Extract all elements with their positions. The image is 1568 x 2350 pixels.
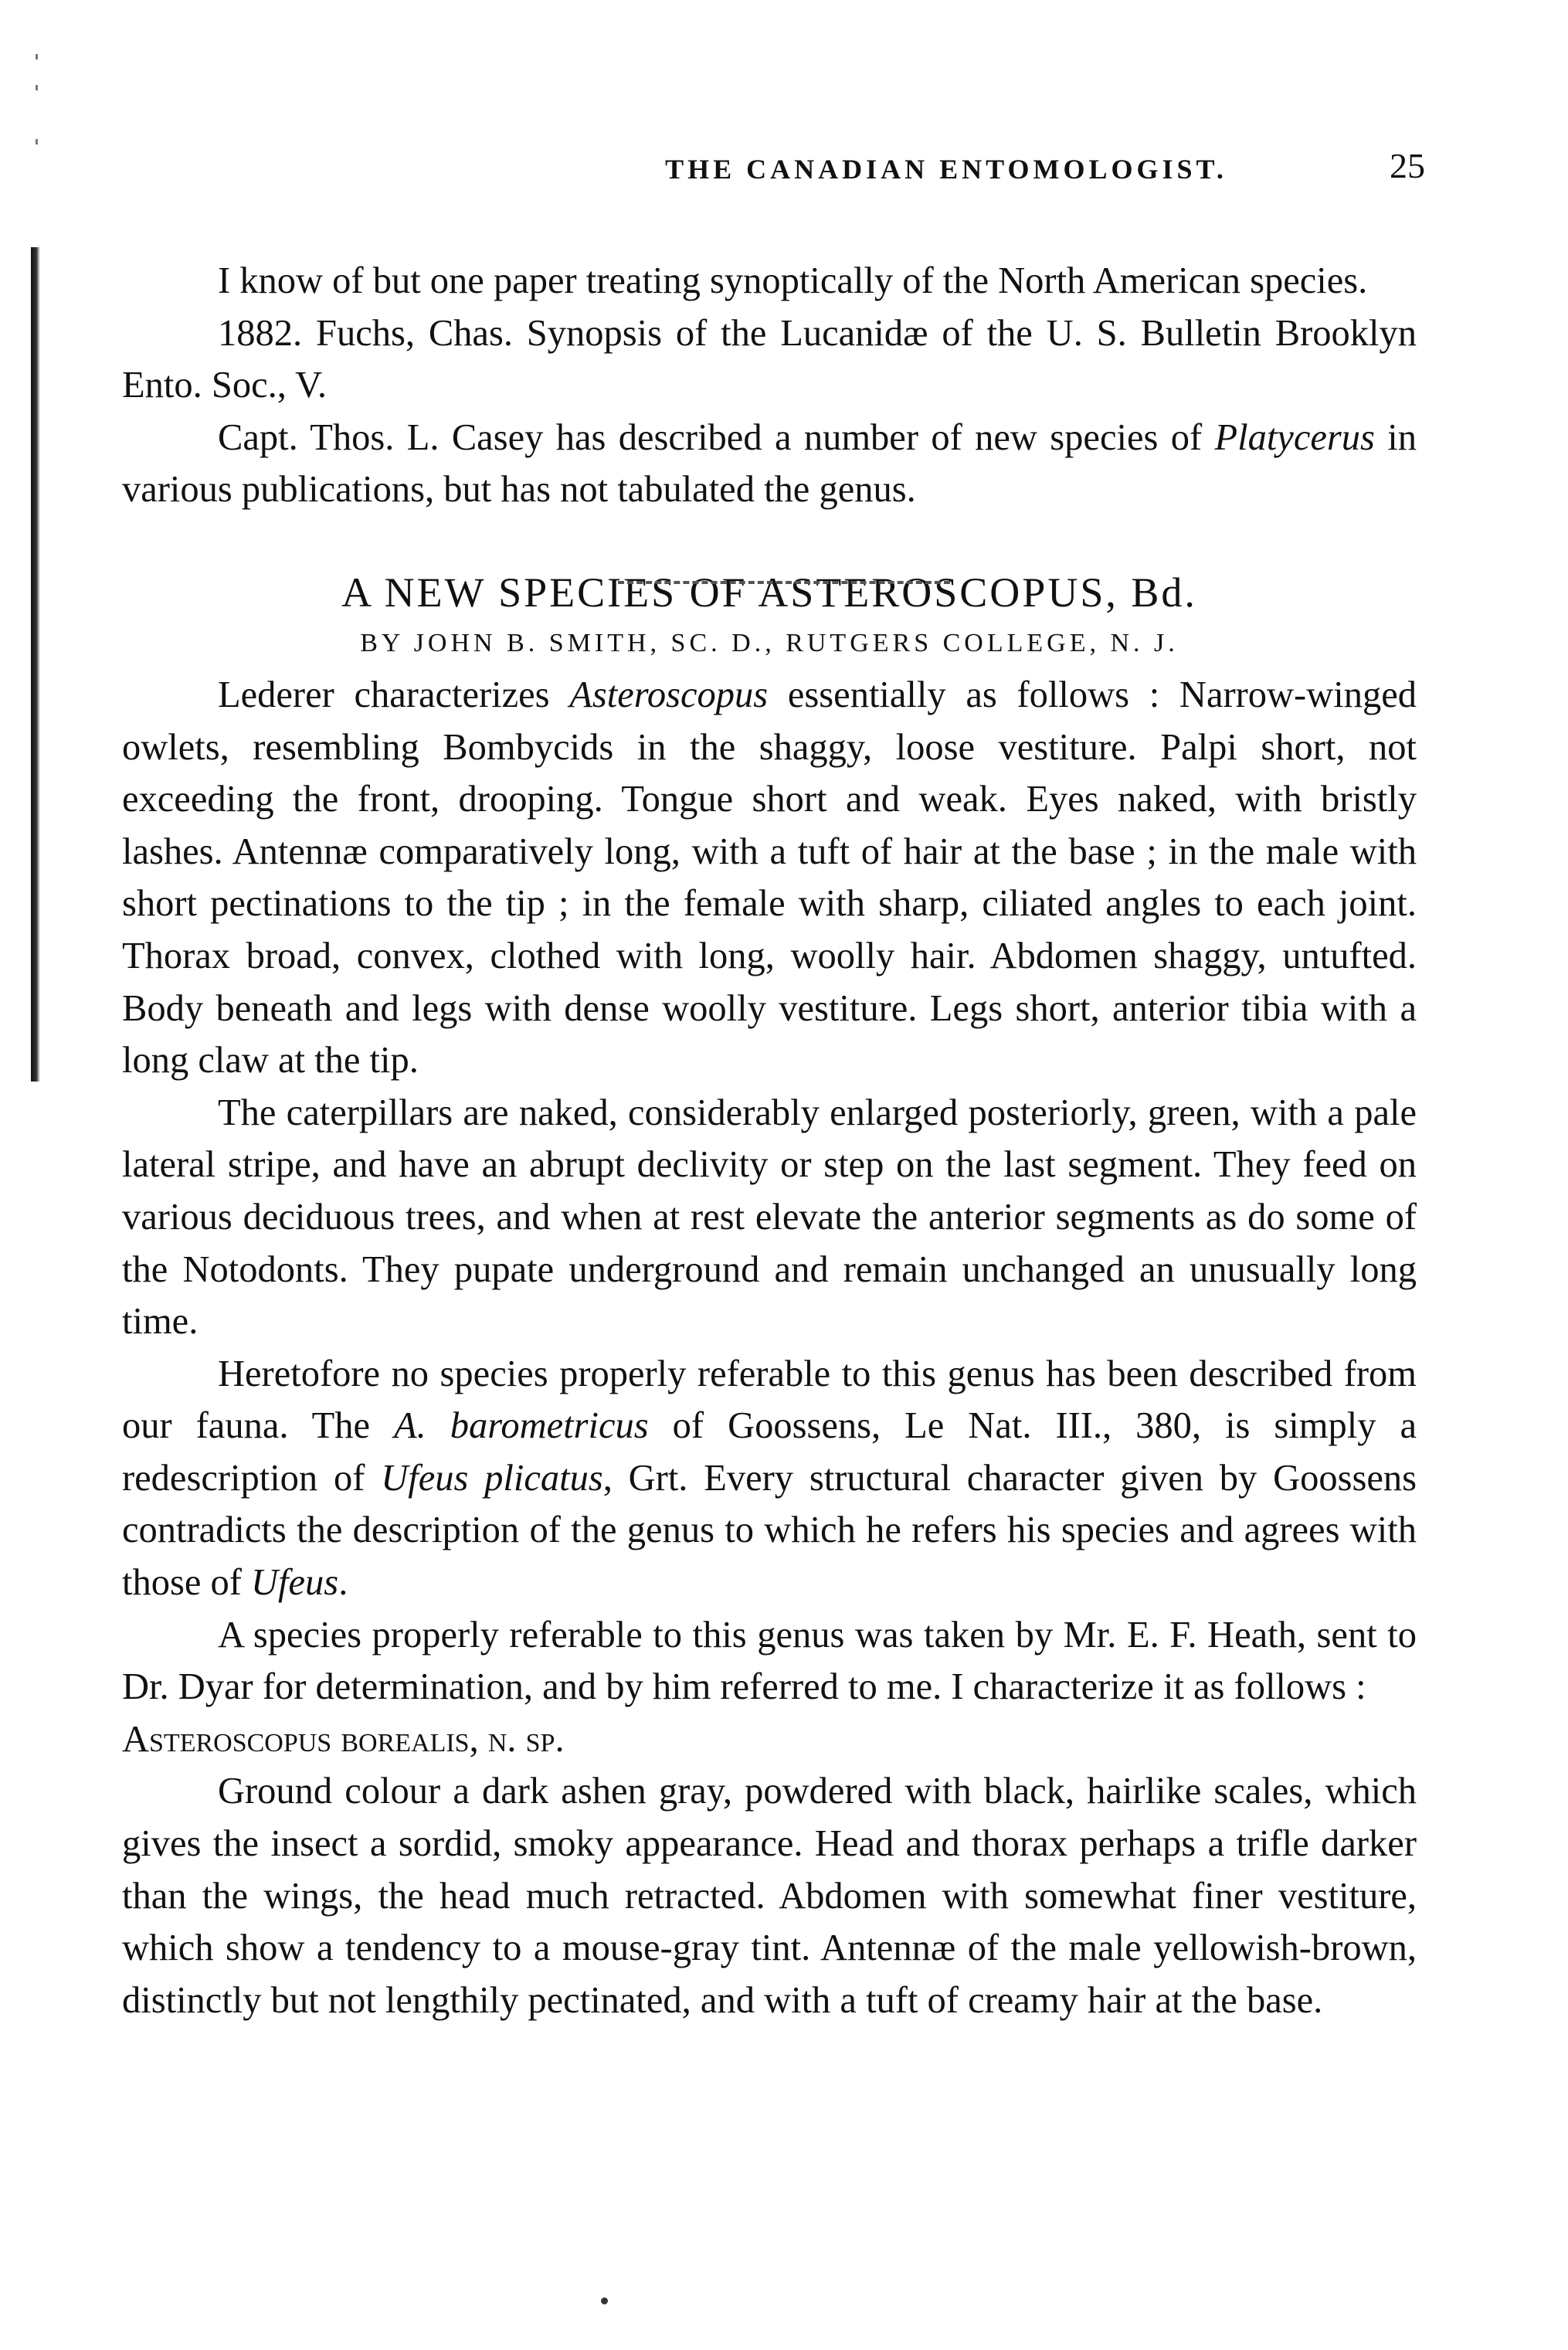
- reference-entry: 1882. Fuchs, Chas. Synopsis of the Lucanidæ of the U. S. Bulletin Brooklyn Ento. Soc., V.: [122, 312, 1417, 406]
- article-byline: BY JOHN B. SMITH, SC. D., RUTGERS COLLEGE, N. J.: [360, 628, 1179, 657]
- paragraph: Capt. Thos. L. Casey has described a number of new species of Platycerus in various publications, but has not tabulated the genus.: [122, 416, 1417, 511]
- genus-name: Asteroscopus: [569, 674, 769, 715]
- running-header: THE CANADIAN ENTOMOLOGIST.: [665, 154, 1227, 185]
- page-dot: [601, 2297, 608, 2304]
- paragraph: Lederer characterizes Asteroscopus essentially as follows : Narrow-winged owlets, resembling Bombycids in the shaggy, loose vestiture. Palpi short, not exceeding the front, drooping. Tongue short and weak. Eyes naked, with bristly lashes. Antennæ comparatively long, with a tuft of hair at the base ; in the male with short pectinations to the tip ; in the female with sharp, ciliated angles to each joint. Thorax broad, convex, clothed with long, woolly hair. Abdomen shaggy, untufted. Body beneath and legs with dense woolly vestiture. Legs short, anterior tibia with a long claw at the tip.: [122, 674, 1417, 1082]
- article-title: A NEW SPECIES OF ASTEROSCOPUS, Bd.: [341, 569, 1197, 616]
- paragraph: The caterpillars are naked, considerably enlarged posteriorly, green, with a pale lateral stripe, and have an abrupt declivity or step on the last segment. They feed on various deciduous trees, and when at rest elevate the anterior segments as do some of the Notodonts. They pupate underground and remain unchanged an unusually long time.: [122, 1092, 1417, 1343]
- scan-mark: [36, 139, 38, 144]
- scan-mark: [36, 85, 38, 90]
- genus-name: Platycerus: [1214, 416, 1375, 458]
- paragraph: Heretofore no species properly referable to this genus has been described from our fauna. The A. barometricus of Goossens, Le Nat. III., 380, is simply a redescription of Ufeus plicatus, Grt. Every structural character given by Goossens contradicts the description of the genus to which he refers his species and agrees with those of Ufeus.: [122, 1353, 1417, 1604]
- scan-binding-edge: [31, 247, 40, 1082]
- paragraph: I know of but one paper treating synoptically of the North American species.: [218, 260, 1368, 301]
- paragraph: A species properly referable to this genus was taken by Mr. E. F. Heath, sent to Dr. Dyar for determination, and by him referred to me. I characterize it as follows :: [122, 1614, 1417, 1708]
- species-name: A. barometricus: [394, 1405, 649, 1447]
- separator-rule: [618, 581, 950, 589]
- species-name: Ufeus plicatus: [381, 1457, 603, 1499]
- page-body: [122, 255, 1417, 2026]
- paragraph: Ground colour a dark ashen gray, powdered with black, hairlike scales, which gives the insect a sordid, smoky appearance. Head and thorax perhaps a trifle darker than the wings, the head much retracted. Abdomen with somewhat finer vestiture, which show a tendency to a mouse-gray tint. Antennæ of the male yellowish-brown, distinctly but not lengthily pectinated, and with a tuft of creamy hair at the base.: [122, 1771, 1417, 2021]
- species-heading: Asteroscopus borealis, n. sp.: [122, 1718, 565, 1760]
- page-number: 25: [1390, 146, 1425, 185]
- scan-mark: [36, 54, 38, 59]
- genus-name: Ufeus: [251, 1562, 339, 1604]
